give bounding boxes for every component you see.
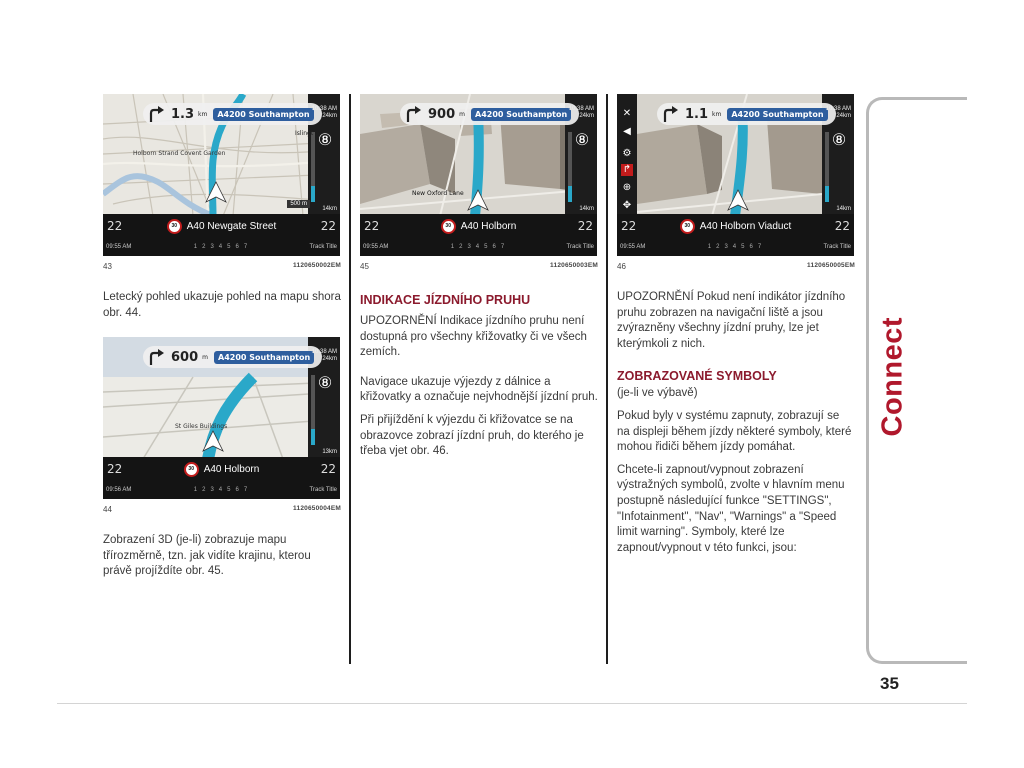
road-badge: A4200 Southampton [471,108,571,121]
settings-icon[interactable]: ⚙ [622,148,632,159]
paragraph: Zobrazení 3D (je-li) zobrazuje mapu třírozměrně, tzn. jak vidíte krajinu, kterou právě projíždíte obr. 45. [103,534,311,578]
preset-keys: 1 2 3 4 5 6 7 [707,244,762,250]
figure-number: 44 [103,505,112,515]
route-instruction [143,346,322,368]
close-icon[interactable]: ✕ [622,108,632,119]
paragraph: Pokud byly v systému zapnuty, zobrazují se na displeji během jízdy některé symboly, které mohou řidiči během jízdy pomáhat. [617,409,852,454]
distance-unit: m [459,110,465,118]
paragraph: UPOZORNĚNÍ Pokud není indikátor jízdního pruhu zobrazen na navigační liště a jsou zvýrazněny všechny jízdní pruhy, lze jet kterýmkoli z nich. [617,291,846,350]
distance: 600 [171,349,199,365]
figure-44-screenshot [103,337,340,499]
page-number: 35 [880,674,899,693]
right-scale: 14km [579,206,594,212]
scale-box: 500 m [287,200,310,208]
clock-scale: 10:38 AM 24km [311,349,337,363]
chapter-tab-label: Connect [876,317,909,437]
paragraph: Letecký pohled ukazuje pohled na mapu shora obr. 44. [103,291,341,319]
track-title: Track Title [309,487,337,494]
figure-caption [360,262,598,272]
side-menu [617,94,637,216]
clock: 09:55 AM [363,244,389,250]
lane-8-icon: ⑧ [317,132,333,149]
nav-bottom-bar [103,457,340,499]
zoom-icon[interactable]: ⊕ [622,182,632,193]
right-scale: 14km [836,206,851,212]
temperature-right: 22 [320,219,336,233]
column-3 [617,94,855,563]
clock: 09:55 AM [620,244,646,250]
street-name: 30 A40 Holborn [441,219,517,234]
figure-45-screenshot [360,94,597,256]
paragraph: Při přijíždění k výjezdu či křižovatce se na obrazovce zobrazí jízdní pruh, do kterého je třeba vjet obr. 46. [360,413,584,458]
column-1 [103,94,341,587]
clock-scale: 10:38 AM 24km [825,106,851,119]
clock: 09:56 AM [106,487,132,494]
turn-right-icon [147,348,165,366]
nav-bottom-bar [103,214,340,256]
temperature-right: 22 [320,462,336,477]
turn-right-icon [661,105,679,123]
figure-code: 1120650003EM [550,262,598,269]
figure-number: 46 [617,262,626,271]
route-icon[interactable]: ↱ [622,164,632,175]
figure-caption [103,262,341,272]
section-heading: INDIKACE JÍZDNÍHO PRUHU [360,293,531,307]
temperature-left: 22 [364,219,380,233]
street-name: 30 A40 Holborn [184,462,260,477]
column-divider [606,94,608,664]
clock: 09:55 AM [106,244,132,250]
speed-limit-icon: 30 [167,219,182,234]
preset-keys: 1 2 3 4 5 6 7 [450,244,505,250]
temperature-left: 22 [107,462,123,477]
lane-8-icon: ⑧ [317,375,333,393]
lane-8-icon: ⑧ [574,132,590,149]
map-label: New Oxford Lane [412,190,464,197]
speed-limit-icon: 30 [680,219,695,234]
route-instruction [400,103,579,125]
paragraph: Navigace ukazuje výjezdy z dálnice a křižovatky a označuje nejvhodnější jízdní pruh. [360,375,598,404]
street-name: 30 A40 Newgate Street [167,219,277,234]
speed-limit-icon: 30 [441,219,456,234]
section-subheading: (je-li ve výbavě) [617,387,698,400]
temperature-left: 22 [621,219,637,233]
right-scale: 13km [322,449,337,456]
paragraph: Chcete-li zapnout/vypnout zobrazení výstražných symbolů, zvolte v hlavním menu postupně následující funkce "SETTINGS", "Infotainment", "Nav", "Warnings" a "Speed limit warning". Symboly, které lze zapnout/vypnout v této funkci, jsou: [617,463,845,554]
figure-43-screenshot [103,94,340,256]
distance-unit: m [202,353,208,361]
figure-caption [103,505,341,515]
track-title: Track Title [566,244,594,250]
nav-bottom-bar [360,214,597,256]
figure-caption [617,262,855,272]
clock-scale: 10:38 AM 24km [568,106,594,119]
street-name: 30 A40 Holborn Viaduct [680,219,792,234]
distance-unit: km [712,110,722,118]
route-instruction [143,103,322,125]
track-title: Track Title [309,244,337,250]
figure-code: 1120650002EM [293,262,341,269]
figure-code: 1120650005EM [807,262,855,269]
speed-limit-icon: 30 [184,462,199,477]
pan-icon[interactable]: ✥ [622,200,632,211]
map-label: St Giles Buildings [175,423,228,431]
distance: 1.3 [171,106,195,122]
preset-keys: 1 2 3 4 5 6 7 [193,487,248,494]
figure-number: 43 [103,262,112,271]
right-scale: 14km [322,206,337,212]
clock-scale: 10:38 AM 24km [311,106,337,119]
column-2 [360,94,598,467]
section-heading: ZOBRAZOVANÉ SYMBOLY [617,369,777,384]
column-divider [349,94,351,664]
volume-icon[interactable]: ◀ [623,126,631,137]
road-badge: A4200 Southampton [727,108,827,121]
map-label: Islingt [295,130,314,137]
turn-right-icon [147,105,165,123]
figure-46-screenshot [617,94,854,256]
lane-8-icon: ⑧ [831,132,847,149]
road-badge: A4200 Southampton [214,351,314,364]
map-label: Holborn Strand Covent Garden [133,150,226,157]
paragraph: UPOZORNĚNÍ Indikace jízdního pruhu není dostupná pro všechny křižovatky či ve všech zemích. [360,315,587,359]
temperature-right: 22 [577,219,593,233]
figure-number: 45 [360,262,369,271]
temperature-left: 22 [107,219,123,233]
nav-bottom-bar [617,214,854,256]
route-instruction [657,103,836,125]
distance-unit: km [198,110,208,118]
turn-right-icon [404,105,422,123]
track-title: Track Title [823,244,851,250]
distance: 900 [428,106,456,122]
temperature-right: 22 [834,219,850,233]
preset-keys: 1 2 3 4 5 6 7 [193,244,248,250]
footer-divider [57,703,967,704]
figure-code: 1120650004EM [293,505,341,513]
distance: 1.1 [685,106,709,122]
road-badge: A4200 Southampton [213,108,313,121]
